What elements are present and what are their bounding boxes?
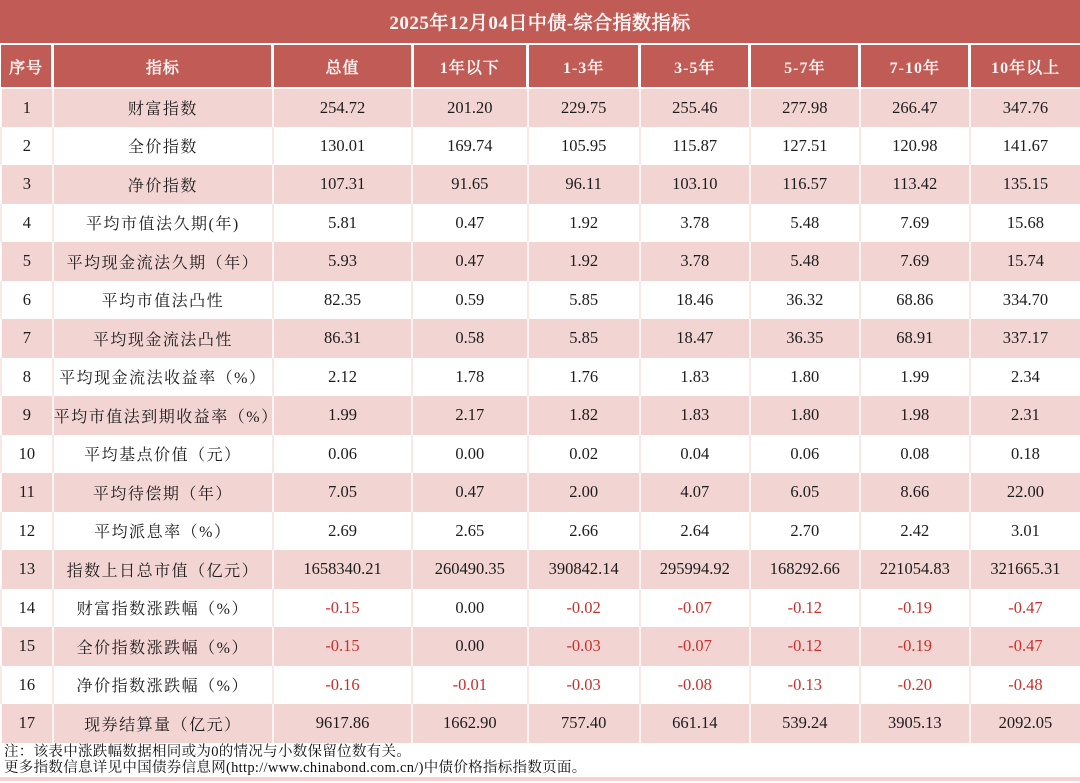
cell-value: 2.00 <box>528 473 640 512</box>
cell-value: 2.69 <box>273 512 412 551</box>
cell-value: -0.16 <box>273 666 412 705</box>
cell-value: -0.03 <box>528 666 640 705</box>
cell-value: 201.20 <box>412 88 527 127</box>
cell-indicator-label: 平均市值法久期(年) <box>53 204 273 243</box>
cell-value: 5.85 <box>528 319 640 358</box>
cell-value: -0.15 <box>273 589 412 628</box>
cell-value: 4.07 <box>640 473 750 512</box>
cell-value: 68.86 <box>860 281 970 320</box>
cell-value: 661.14 <box>640 704 750 743</box>
cell-value: 1.92 <box>528 242 640 281</box>
cell-value: 0.47 <box>412 473 527 512</box>
cell-value: 2.42 <box>860 512 970 551</box>
cell-value: 295994.92 <box>640 550 750 589</box>
cell-indicator-label: 净价指数 <box>53 165 273 204</box>
table-row <box>1 319 1080 358</box>
header-row <box>1 45 1080 88</box>
cell-value: -0.15 <box>273 627 412 666</box>
cell-serial: 4 <box>1 204 53 243</box>
cell-value: 0.06 <box>273 435 412 474</box>
cell-value: 1.98 <box>860 396 970 435</box>
cell-indicator-label: 平均基点价值（元） <box>53 435 273 474</box>
cell-value: 3.01 <box>970 512 1080 551</box>
cell-serial: 13 <box>1 550 53 589</box>
table-row <box>1 435 1080 474</box>
cell-value: 0.04 <box>640 435 750 474</box>
cell-value: 1658340.21 <box>273 550 412 589</box>
cell-value: -0.12 <box>750 627 860 666</box>
cell-serial: 16 <box>1 666 53 705</box>
table-row <box>1 204 1080 243</box>
cell-value: 254.72 <box>273 88 412 127</box>
cell-value: 5.93 <box>273 242 412 281</box>
cell-value: 0.47 <box>412 204 527 243</box>
cell-value: 168292.66 <box>750 550 860 589</box>
cell-value: 347.76 <box>970 88 1080 127</box>
cell-indicator-label: 净价指数涨跌幅（%） <box>53 666 273 705</box>
cell-indicator-label: 平均现金流法收益率（%） <box>53 358 273 397</box>
column-header-under-1y: 1年以下 <box>412 45 527 88</box>
cell-value: 105.95 <box>528 127 640 166</box>
cell-value: 2.17 <box>412 396 527 435</box>
cell-value: 135.15 <box>970 165 1080 204</box>
cell-value: 15.68 <box>970 204 1080 243</box>
cell-value: -0.19 <box>860 627 970 666</box>
cell-value: 5.81 <box>273 204 412 243</box>
cell-value: 260490.35 <box>412 550 527 589</box>
cell-value: 1662.90 <box>412 704 527 743</box>
cell-serial: 12 <box>1 512 53 551</box>
cell-value: 91.65 <box>412 165 527 204</box>
cell-serial: 5 <box>1 242 53 281</box>
cell-value: 0.00 <box>412 435 527 474</box>
cell-value: 221054.83 <box>860 550 970 589</box>
cell-serial: 2 <box>1 127 53 166</box>
cell-value: 390842.14 <box>528 550 640 589</box>
cell-value: 96.11 <box>528 165 640 204</box>
cell-value: 113.42 <box>860 165 970 204</box>
cell-value: -0.02 <box>528 589 640 628</box>
table-row <box>1 127 1080 166</box>
table-row <box>1 88 1080 127</box>
cell-serial: 14 <box>1 589 53 628</box>
bottom-pink-strip <box>0 777 1080 781</box>
cell-value: 2.64 <box>640 512 750 551</box>
cell-value: 7.69 <box>860 204 970 243</box>
page-title-text: 2025年12月04日中债-综合指数指标 <box>389 13 691 34</box>
table-body <box>1 88 1080 743</box>
cell-value: 8.66 <box>860 473 970 512</box>
cell-value: 82.35 <box>273 281 412 320</box>
cell-value: 115.87 <box>640 127 750 166</box>
cell-value: 1.99 <box>273 396 412 435</box>
cell-value: 1.80 <box>750 358 860 397</box>
cell-value: 2.65 <box>412 512 527 551</box>
cell-value: 0.02 <box>528 435 640 474</box>
cell-indicator-label: 财富指数 <box>53 88 273 127</box>
cell-value: 337.17 <box>970 319 1080 358</box>
cell-value: 277.98 <box>750 88 860 127</box>
cell-value: 1.83 <box>640 396 750 435</box>
footer-note-decimals: 注：该表中涨跌幅数据相同或为0的情况与小数保留位数有关。 <box>4 743 412 760</box>
cell-value: 169.74 <box>412 127 527 166</box>
cell-serial: 10 <box>1 435 53 474</box>
cell-value: 539.24 <box>750 704 860 743</box>
cell-value: 22.00 <box>970 473 1080 512</box>
cell-value: 130.01 <box>273 127 412 166</box>
cell-value: 1.82 <box>528 396 640 435</box>
cell-value: -0.08 <box>640 666 750 705</box>
cell-serial: 17 <box>1 704 53 743</box>
cell-indicator-label: 平均市值法凸性 <box>53 281 273 320</box>
cell-value: 1.78 <box>412 358 527 397</box>
table-row <box>1 473 1080 512</box>
page-title <box>0 0 1080 45</box>
cell-value: 5.48 <box>750 242 860 281</box>
column-header-5-7y: 5-7年 <box>750 45 860 88</box>
cell-value: 120.98 <box>860 127 970 166</box>
cell-value: 36.35 <box>750 319 860 358</box>
cell-value: 127.51 <box>750 127 860 166</box>
cell-value: 266.47 <box>860 88 970 127</box>
cell-value: 1.76 <box>528 358 640 397</box>
footer-notes <box>0 743 1080 777</box>
column-header-total: 总值 <box>273 45 412 88</box>
table-row <box>1 550 1080 589</box>
cell-value: 255.46 <box>640 88 750 127</box>
column-header-serial: 序号 <box>1 45 53 88</box>
column-header-3-5y: 3-5年 <box>640 45 750 88</box>
cell-value: 1.83 <box>640 358 750 397</box>
footer-note-website: 更多指数信息详见中国债券信息网(http://www.chinabond.com.cn/)中债价格指标指数页面。 <box>4 760 587 776</box>
cell-value: 2.31 <box>970 396 1080 435</box>
cell-value: 0.00 <box>412 589 527 628</box>
table-row <box>1 589 1080 628</box>
cell-value: 0.58 <box>412 319 527 358</box>
table-header <box>1 45 1080 88</box>
cell-value: 2.70 <box>750 512 860 551</box>
table-row <box>1 281 1080 320</box>
cell-value: 0.08 <box>860 435 970 474</box>
cell-value: 68.91 <box>860 319 970 358</box>
cell-value: 229.75 <box>528 88 640 127</box>
cell-indicator-label: 全价指数 <box>53 127 273 166</box>
cell-value: 0.59 <box>412 281 527 320</box>
cell-indicator-label: 平均派息率（%） <box>53 512 273 551</box>
cell-value: 36.32 <box>750 281 860 320</box>
cell-value: -0.12 <box>750 589 860 628</box>
cell-value: 6.05 <box>750 473 860 512</box>
cell-value: 2.34 <box>970 358 1080 397</box>
cell-serial: 9 <box>1 396 53 435</box>
column-header-7-10y: 7-10年 <box>860 45 970 88</box>
cell-serial: 15 <box>1 627 53 666</box>
cell-value: 0.00 <box>412 627 527 666</box>
table-row <box>1 666 1080 705</box>
column-header-1-3y: 1-3年 <box>528 45 640 88</box>
indicator-table <box>0 45 1080 743</box>
cell-value: -0.07 <box>640 627 750 666</box>
cell-value: 2.12 <box>273 358 412 397</box>
cell-value: 107.31 <box>273 165 412 204</box>
cell-serial: 8 <box>1 358 53 397</box>
cell-value: 103.10 <box>640 165 750 204</box>
table-row <box>1 165 1080 204</box>
cell-value: 5.48 <box>750 204 860 243</box>
cell-value: 0.47 <box>412 242 527 281</box>
cell-value: 9617.86 <box>273 704 412 743</box>
cell-value: -0.19 <box>860 589 970 628</box>
cell-value: -0.01 <box>412 666 527 705</box>
cell-value: 15.74 <box>970 242 1080 281</box>
cell-value: 7.69 <box>860 242 970 281</box>
table-row <box>1 242 1080 281</box>
cell-indicator-label: 全价指数涨跌幅（%） <box>53 627 273 666</box>
table-row <box>1 358 1080 397</box>
cell-serial: 7 <box>1 319 53 358</box>
cell-value: 7.05 <box>273 473 412 512</box>
cell-value: 1.99 <box>860 358 970 397</box>
column-header-indicator: 指标 <box>53 45 273 88</box>
cell-value: -0.03 <box>528 627 640 666</box>
cell-value: 18.46 <box>640 281 750 320</box>
table-row <box>1 396 1080 435</box>
cell-indicator-label: 指数上日总市值（亿元） <box>53 550 273 589</box>
cell-value: -0.20 <box>860 666 970 705</box>
cell-value: -0.47 <box>970 627 1080 666</box>
cell-indicator-label: 平均现金流法久期（年） <box>53 242 273 281</box>
cell-value: 321665.31 <box>970 550 1080 589</box>
cell-value: 0.18 <box>970 435 1080 474</box>
cell-value: 1.80 <box>750 396 860 435</box>
cell-indicator-label: 平均现金流法凸性 <box>53 319 273 358</box>
cell-indicator-label: 现券结算量（亿元） <box>53 704 273 743</box>
cell-value: 86.31 <box>273 319 412 358</box>
cell-indicator-label: 财富指数涨跌幅（%） <box>53 589 273 628</box>
cell-value: -0.13 <box>750 666 860 705</box>
cell-value: 757.40 <box>528 704 640 743</box>
cell-value: 2.66 <box>528 512 640 551</box>
cell-value: 5.85 <box>528 281 640 320</box>
cell-value: 116.57 <box>750 165 860 204</box>
cell-value: -0.48 <box>970 666 1080 705</box>
cell-value: 3.78 <box>640 242 750 281</box>
cell-value: -0.47 <box>970 589 1080 628</box>
cell-value: 141.67 <box>970 127 1080 166</box>
cell-serial: 3 <box>1 165 53 204</box>
cell-indicator-label: 平均市值法到期收益率（%） <box>53 396 273 435</box>
cell-serial: 6 <box>1 281 53 320</box>
cell-indicator-label: 平均待偿期（年） <box>53 473 273 512</box>
cell-value: 3905.13 <box>860 704 970 743</box>
cell-serial: 1 <box>1 88 53 127</box>
cell-value: 334.70 <box>970 281 1080 320</box>
column-header-over-10y: 10年以上 <box>970 45 1080 88</box>
cell-value: 0.06 <box>750 435 860 474</box>
cell-value: -0.07 <box>640 589 750 628</box>
table-row <box>1 627 1080 666</box>
cell-value: 2092.05 <box>970 704 1080 743</box>
table-row <box>1 704 1080 743</box>
cell-value: 1.92 <box>528 204 640 243</box>
cell-value: 3.78 <box>640 204 750 243</box>
cell-value: 18.47 <box>640 319 750 358</box>
table-row <box>1 512 1080 551</box>
cell-serial: 11 <box>1 473 53 512</box>
